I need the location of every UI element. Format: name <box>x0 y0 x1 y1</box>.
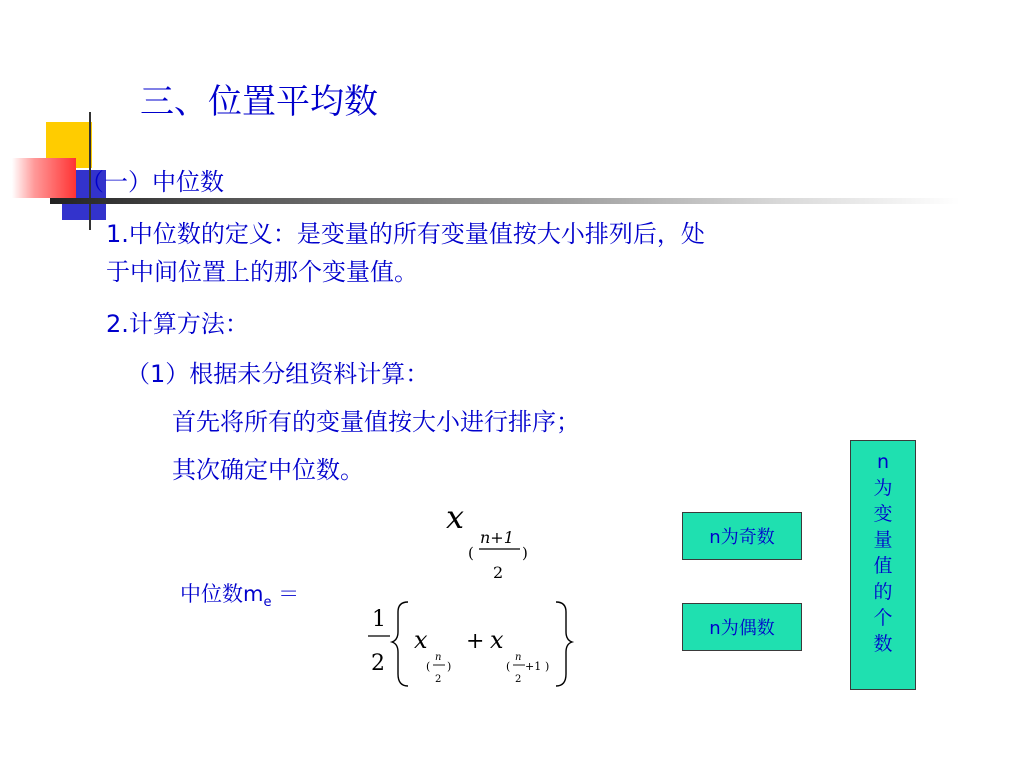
vertical-note-char: 个 <box>873 607 893 629</box>
median-label <box>180 578 299 610</box>
left-brace <box>392 602 408 686</box>
formula-even-n-1: n <box>435 652 442 663</box>
definition-line-2: 于中间位置上的那个变量值。 <box>106 258 418 286</box>
formula-odd <box>440 496 550 592</box>
formula-even-n-2: n <box>515 652 522 663</box>
formula-even-den-1: 2 <box>435 674 442 685</box>
formula-even-rparen-2: ) <box>545 660 550 673</box>
median-subscript: e <box>263 595 272 611</box>
vertical-note-char: 变 <box>873 503 893 525</box>
step-two: 其次确定中位数。 <box>172 456 364 484</box>
section-heading: （一）中位数 <box>80 168 224 196</box>
odd-case-box <box>682 512 802 560</box>
formula-even-plus: + <box>466 629 485 654</box>
slide-title: 三、位置平均数 <box>140 82 378 122</box>
method-subheading: （1）根据未分组资料计算： <box>126 360 430 388</box>
right-brace <box>556 602 572 686</box>
formula-even-coef-num: 1 <box>372 607 386 632</box>
vertical-note-char: 量 <box>873 529 893 551</box>
formula-odd-var: x <box>446 498 465 536</box>
median-equals: ＝ <box>271 582 300 606</box>
formula-even-rparen-1: ) <box>447 660 452 673</box>
formula-odd-lparen: ( <box>468 544 474 562</box>
formula-even-plus-one: +1 <box>525 660 542 673</box>
method-heading: 2.计算方法： <box>106 310 249 338</box>
formula-even <box>362 596 578 696</box>
vertical-note-char: n <box>876 451 890 473</box>
formula-even-var-1: x <box>414 626 428 654</box>
vertical-note-box <box>850 440 916 690</box>
vertical-note-char: 的 <box>873 581 893 603</box>
formula-odd-numerator: n+1 <box>480 528 514 547</box>
median-label-text: 中位数m <box>180 582 264 606</box>
logo-red-gradient <box>12 158 76 198</box>
vertical-note-char: 数 <box>873 633 893 655</box>
definition-line-1: 1.中位数的定义：是变量的所有变量值按大小排列后，处 <box>106 220 705 248</box>
formula-odd-rparen: ) <box>522 544 528 562</box>
formula-odd-denominator: 2 <box>493 563 504 582</box>
vertical-note-char: 值 <box>873 555 893 577</box>
formula-even-lparen-1: ( <box>426 660 431 673</box>
vertical-note-char: 为 <box>873 477 893 499</box>
step-one: 首先将所有的变量值按大小进行排序； <box>172 408 580 436</box>
formula-even-lparen-2: ( <box>506 660 511 673</box>
even-case-box <box>682 603 802 651</box>
even-case-label: n为偶数 <box>709 618 775 639</box>
title-underline-bar <box>50 198 960 204</box>
odd-case-label: n为奇数 <box>709 527 775 548</box>
formula-even-var-2: x <box>490 626 504 654</box>
formula-even-coef-den: 2 <box>371 651 385 676</box>
formula-even-den-2: 2 <box>515 674 522 685</box>
